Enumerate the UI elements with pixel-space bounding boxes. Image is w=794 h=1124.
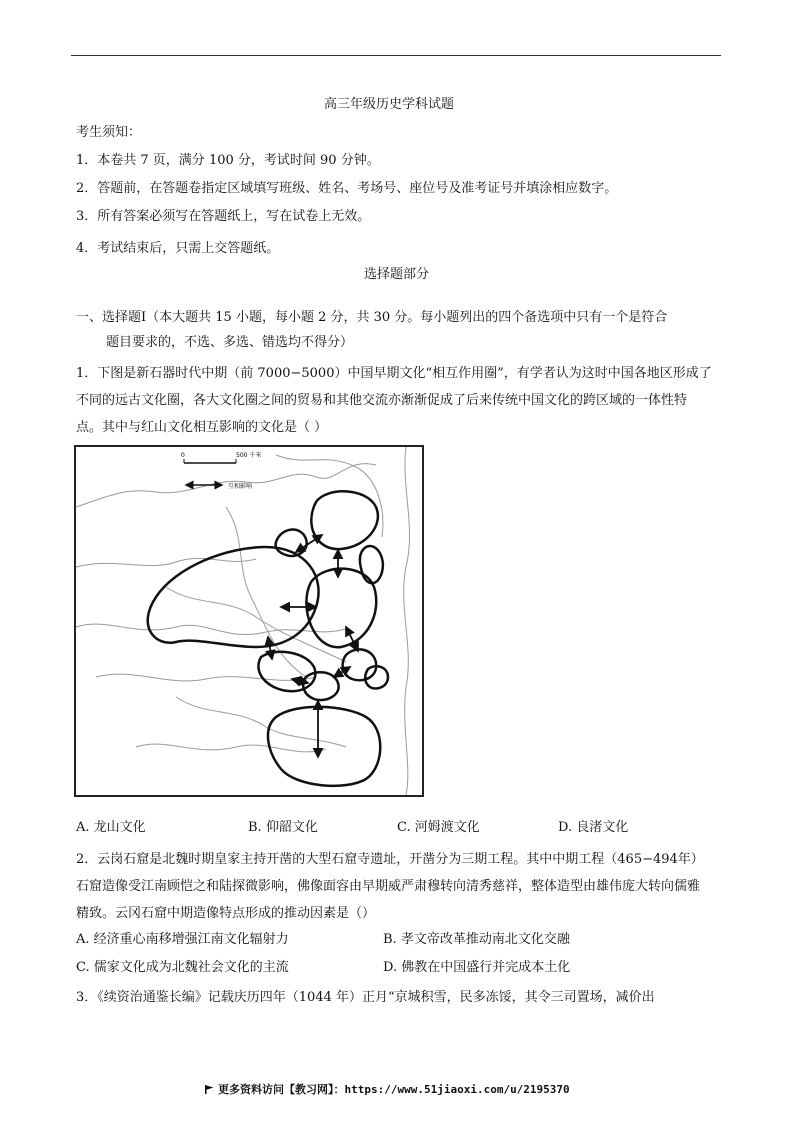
notice-heading: 考生须知： <box>76 125 142 140</box>
question-1-option-d: D. 良渚文化 <box>558 820 629 835</box>
footer <box>205 1083 570 1097</box>
exam-title: 高三年级历史学科试题 <box>324 97 455 112</box>
question-3-text: 3．《续资治通鉴长编》记载庆历四年（1044 年）正月“京城积雪，民多冻馁，其令三司置场，减价出 <box>76 990 655 1005</box>
scale-zero: 0 <box>181 452 185 459</box>
question-1-text: 1．下图是新石器时代中期（前 7000−5000）中国早期文化“相互作用圈”，有学者认为这时中国各地区形成了不同的远古文化圈，各大文化圈之间的贸易和其他交流亦渐渐促成了后来传统中国文化的跨区域的一体性特点。其中与红山文化相互影响的文化是（ ） <box>76 366 712 435</box>
question-1-option-c: C. 河姆渡文化 <box>397 820 480 835</box>
footer-link[interactable]: 更多资料访问【教习网】：https://www.51jiaoxi.com/u/2195370 <box>218 1083 570 1096</box>
section-instructions: 一、选择题Ⅰ（本大题共 15 小题，每小题 2 分，共 30 分。每小题列出的四个备选项中只有一个是符合 <box>76 310 668 325</box>
question-1-option-a: A. 龙山文化 <box>76 820 146 835</box>
header-rule <box>71 55 721 56</box>
question-2-option-d: D. 佛教在中国盛行并完成本土化 <box>383 960 571 975</box>
question-2-option-a: A. 经济重心南移增强江南文化辐射力 <box>76 932 289 947</box>
question-2-option-c: C. 儒家文化成为北魏社会文化的主流 <box>76 960 289 975</box>
question-2-option-b: B. 孝文帝改革推动南北文化交融 <box>383 932 570 947</box>
section-title: 选择题部分 <box>364 267 430 282</box>
map-figure <box>76 447 422 795</box>
culture-interaction-map <box>74 445 424 797</box>
question-2-text: 2．云岗石窟是北魏时期皇家主持开凿的大型石窟寺遗址，开凿分为三期工程。其中中期工程（465−494年）石窟造像受江南顾恺之和陆探微影响，佛像面容由早期威严肃穆转向清秀慈祥，整体造型由雄伟庞大转向儒雅精致。云冈石窟中期造像特点形成的推动因素是（） <box>76 852 704 921</box>
flag-icon <box>205 1085 214 1094</box>
scale-label: 500 千米 <box>236 452 262 459</box>
question-1-option-b: B. 仰韶文化 <box>248 820 318 835</box>
legend-label: 互相影响 <box>228 483 253 490</box>
notice-item: 1．本卷共 7 页，满分 100 分，考试时间 90 分钟。 <box>76 153 380 168</box>
notice-item: 3．所有答案必须写在答题纸上，写在试卷上无效。 <box>76 209 371 224</box>
section-instructions: 题目要求的，不选、多选、错选均不得分） <box>106 335 354 350</box>
notice-item: 4．考试结束后，只需上交答题纸。 <box>76 241 280 256</box>
notice-item: 2．答题前，在答题卷指定区域填写班级、姓名、考场号、座位号及准考证号并填涂相应数字。 <box>76 181 618 196</box>
